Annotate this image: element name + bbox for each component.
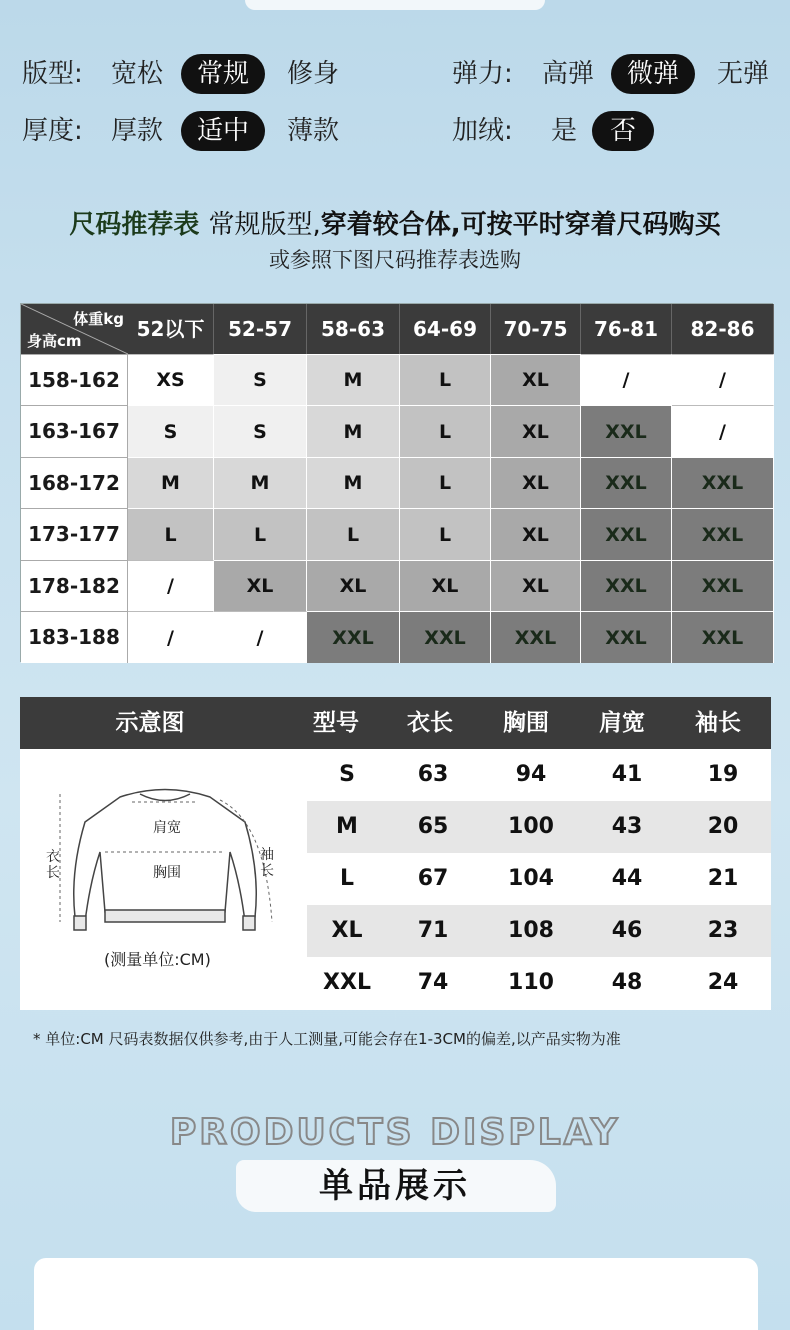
size-cell: XXL (672, 560, 774, 611)
measurement-value: 110 (508, 970, 554, 995)
size-value: S (339, 762, 355, 787)
size-recommendation-grid (20, 303, 773, 662)
thickness-selected-pill: 适中 (181, 111, 265, 151)
fleece-selected-pill: 否 (592, 111, 654, 151)
measurement-table-header (20, 697, 771, 749)
size-cell: L (214, 508, 307, 560)
header-chest: 胸围 (503, 710, 549, 736)
measurement-row (307, 905, 771, 957)
size-cell: XL (491, 560, 581, 611)
measurement-value: 48 (611, 970, 643, 995)
measurement-value: 94 (515, 762, 547, 787)
grid-corner-header (21, 304, 128, 354)
size-value: XL (331, 918, 363, 943)
measurement-value: 19 (707, 762, 739, 787)
size-cell: XL (491, 508, 581, 560)
size-footnote: * 单位:CM 尺码表数据仅供参考,由于人工测量,可能会存在1-3CM的偏差,以产品实物为准 (33, 1030, 621, 1048)
size-cell: XL (307, 560, 400, 611)
stretch-selected-pill: 微弹 (611, 54, 695, 94)
size-value: M (336, 814, 358, 839)
size-cell: S (214, 405, 307, 457)
measurement-value: 104 (508, 866, 554, 891)
recommendation-title-normal: 常规版型, (208, 210, 321, 240)
header-size: 型号 (313, 710, 359, 736)
size-cell: L (307, 508, 400, 560)
recommendation-title (0, 204, 790, 241)
recommendation-title-highlight: 尺码推荐表 (69, 210, 200, 240)
attr-row-fit-stretch (0, 52, 790, 96)
attr-row-thickness-fleece (0, 109, 790, 153)
fit-option-slim: 修身 (287, 59, 340, 89)
measurement-row (307, 957, 771, 1009)
weight-header: 82-86 (672, 304, 774, 354)
measurement-value: 43 (611, 814, 643, 839)
weight-header: 64-69 (400, 304, 491, 354)
fit-label: 版型: (22, 59, 83, 89)
products-display-title-cn: 单品展示 (319, 1166, 471, 1206)
size-cell: / (128, 611, 214, 663)
measurement-value: 71 (417, 918, 449, 943)
size-cell: / (214, 611, 307, 663)
recommendation-subtitle: 或参照下图尺码推荐表选购 (269, 248, 521, 272)
size-cell: XS (128, 354, 214, 405)
size-cell: XXL (400, 611, 491, 663)
size-value: XXL (323, 970, 371, 995)
corner-weight-label: 体重kg (73, 310, 124, 328)
measurement-value: 41 (611, 762, 643, 787)
size-cell: XXL (581, 457, 672, 508)
weight-header: 52以下 (128, 304, 214, 354)
measurement-value: 21 (707, 866, 739, 891)
size-cell: XL (491, 457, 581, 508)
measurement-table (20, 697, 771, 1010)
size-cell: M (307, 405, 400, 457)
products-display-title-en: PRODUCTS DISPLAY (169, 1112, 621, 1153)
size-cell: S (128, 405, 214, 457)
size-cell: / (128, 560, 214, 611)
size-cell: M (307, 354, 400, 405)
thickness-option-thin: 薄款 (287, 116, 340, 146)
measurement-value: 46 (611, 918, 643, 943)
stretch-label: 弹力: (452, 59, 513, 89)
size-cell: XXL (581, 560, 672, 611)
header-diagram: 示意图 (115, 710, 185, 736)
weight-header: 70-75 (491, 304, 581, 354)
size-cell: M (214, 457, 307, 508)
size-cell: XL (491, 405, 581, 457)
measurement-unit-note: (测量单位:CM) (104, 950, 211, 969)
thickness-option-thick: 厚款 (111, 116, 164, 146)
size-cell: XXL (672, 611, 774, 663)
measurement-value: 67 (417, 866, 449, 891)
fit-option-loose: 宽松 (111, 59, 164, 89)
size-cell: XXL (581, 508, 672, 560)
measurement-row (307, 801, 771, 853)
stretch-option-none: 无弹 (717, 59, 770, 89)
size-cell: XXL (307, 611, 400, 663)
diagram-label-shoulder: 肩宽 (153, 820, 181, 836)
diagram-label-sleeve: 袖长 (260, 847, 274, 879)
measurement-value: 23 (707, 918, 739, 943)
measurement-value: 44 (611, 866, 643, 891)
measurement-value: 63 (417, 762, 449, 787)
measurement-value: 65 (417, 814, 449, 839)
size-cell: L (400, 405, 491, 457)
header-shoulder: 肩宽 (599, 710, 645, 736)
size-cell: XL (400, 560, 491, 611)
height-label: 158-162 (21, 354, 128, 405)
product-card (34, 1258, 758, 1330)
weight-header: 76-81 (581, 304, 672, 354)
size-cell: XXL (581, 611, 672, 663)
size-cell: XXL (672, 508, 774, 560)
height-label: 183-188 (21, 611, 128, 663)
size-cell: / (672, 354, 774, 405)
size-cell: XXL (581, 405, 672, 457)
size-cell: XL (491, 354, 581, 405)
diagram-label-chest: 胸围 (153, 865, 181, 881)
top-banner-edge (245, 0, 545, 10)
size-cell: L (128, 508, 214, 560)
size-cell: XL (214, 560, 307, 611)
size-cell: S (214, 354, 307, 405)
size-cell: / (672, 405, 774, 457)
recommendation-title-bold: 穿着较合体,可按平时穿着尺码购买 (320, 210, 721, 240)
size-cell: M (307, 457, 400, 508)
header-length: 衣长 (407, 710, 453, 736)
weight-header: 58-63 (307, 304, 400, 354)
size-cell: / (581, 354, 672, 405)
size-cell: M (128, 457, 214, 508)
fleece-option-yes: 是 (551, 116, 578, 146)
size-cell: XXL (491, 611, 581, 663)
fit-selected-pill: 常规 (181, 54, 265, 94)
corner-height-label: 身高cm (27, 332, 82, 350)
size-cell: L (400, 354, 491, 405)
size-cell: L (400, 508, 491, 560)
size-cell: L (400, 457, 491, 508)
weight-header: 52-57 (214, 304, 307, 354)
height-label: 168-172 (21, 457, 128, 508)
measurement-value: 74 (417, 970, 449, 995)
measurement-value: 20 (707, 814, 739, 839)
diagram-label-length: 衣长 (46, 849, 60, 881)
measurement-row (307, 853, 771, 905)
measurement-row (307, 749, 771, 801)
stretch-option-high: 高弹 (542, 59, 595, 89)
measurement-value: 108 (508, 918, 554, 943)
size-value: L (339, 866, 355, 891)
measurement-value: 100 (508, 814, 554, 839)
measurement-value: 24 (707, 970, 739, 995)
size-cell: XXL (672, 457, 774, 508)
header-sleeve: 袖长 (695, 710, 741, 736)
height-label: 173-177 (21, 508, 128, 560)
height-label: 178-182 (21, 560, 128, 611)
fleece-label: 加绒: (452, 116, 513, 146)
height-label: 163-167 (21, 405, 128, 457)
thickness-label: 厚度: (22, 116, 83, 146)
